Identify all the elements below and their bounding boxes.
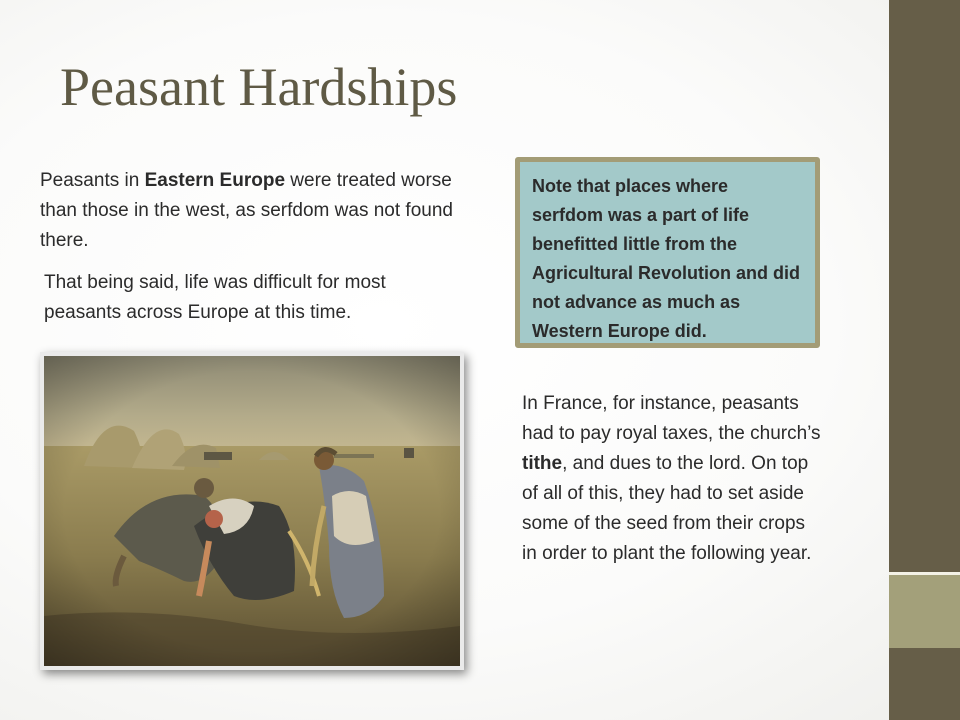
bold-term: Eastern Europe [144,170,286,191]
gleaners-painting [40,352,464,670]
text-run: , and dues to the lord. On top of all of this, they had to set aside some of the seed from their crops in order to plant the following year. [522,453,812,564]
side-band-accent [889,575,960,648]
note-box: Note that places where serfdom was a part of life benefitted little from the Agricultural Revolution and did not advance as much as Western Europe did. [515,157,820,348]
bold-term: tithe [522,453,563,474]
painting-illustration [44,356,460,666]
paragraph-difficult-life: That being said, life was difficult for most peasants across Europe at this time. [44,272,386,323]
paragraph-france [522,389,822,569]
text-run: were treated worse than those in the west, as serfdom was not found there. [40,170,453,251]
text-run: Peasants in [40,170,145,191]
slide-title: Peasant Hardships [60,57,458,117]
paragraph-eastern-europe [40,166,460,256]
text-run: In France, for instance, peasants had to pay royal taxes, the church’s [522,393,821,444]
